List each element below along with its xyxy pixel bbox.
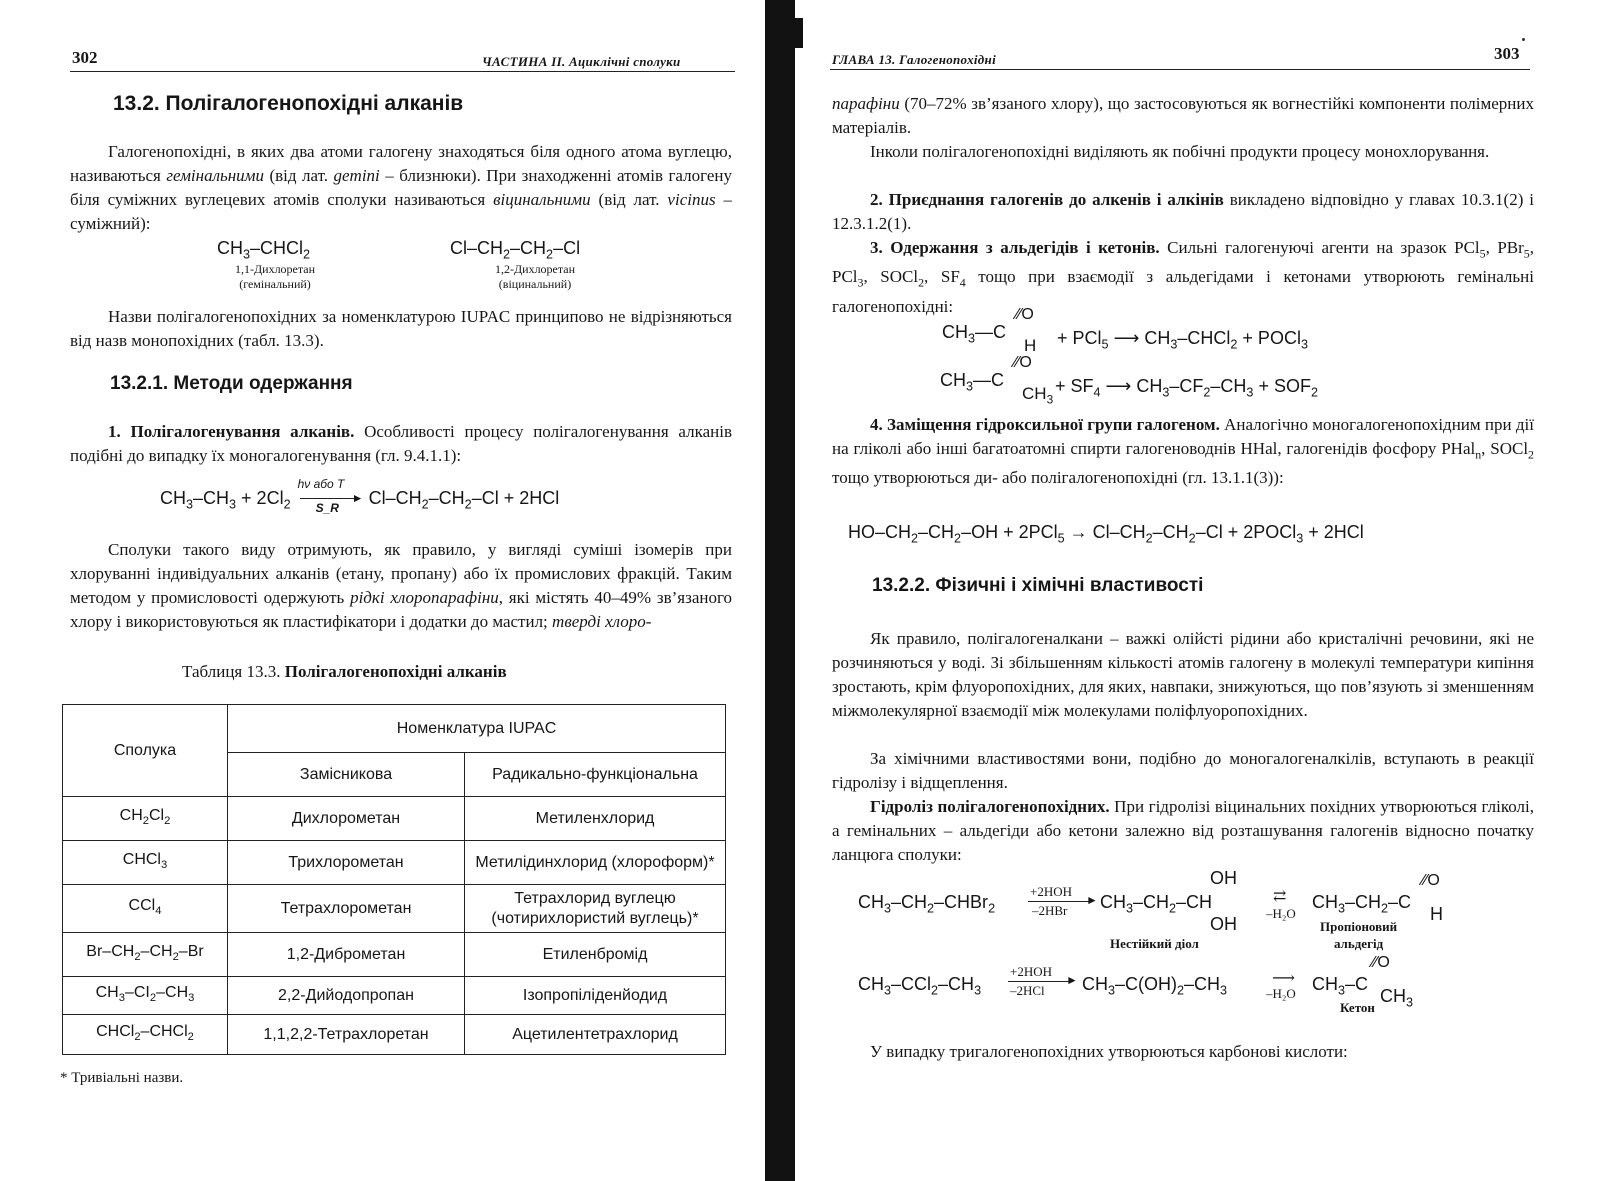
r5-aldehyde-oxygen: ⁄⁄O bbox=[1422, 872, 1440, 889]
reaction-glycol-pcl5: $HO-CH_2-CH_2-OH + 2PCl_5 \to Cl-CH_2-CH_2-Cl$ + 2POCl$_3$ + 2HCl bbox=[848, 522, 1364, 546]
table-row bbox=[63, 933, 726, 977]
left-running-header: ЧАСТИНА ІІ. Ациклічні сполуки bbox=[482, 54, 681, 69]
ketone-ch3: $CH_3—C$ bbox=[940, 370, 1005, 394]
reaction-aldehyde-pcl5 bbox=[942, 306, 1308, 355]
example-vicinal-caption bbox=[450, 262, 620, 292]
r5-aldehyde-label-line1: Пропіоновий bbox=[1320, 919, 1398, 934]
table-cell-compound: $CH_3-CI_2-CH_3$ bbox=[63, 977, 228, 1015]
method3-paragraph: 3. Одержання з альдегідів і кетонів. Сильні галогенуючі агенти на зразок PCl$_5$, PBr$_5$, PCl$_3$, SOCl$_2$, $SF_4$ тощо при взаємодії з альдегідами і кетонами утворюють гемінальні галогенопохідні: bbox=[832, 238, 1534, 316]
table-body bbox=[63, 797, 726, 1055]
left-page bbox=[0, 0, 760, 1181]
r6-ketone-methyl: $CH_3$ bbox=[1380, 986, 1414, 1010]
table-cell-radical: Ацетилентетрахлорид bbox=[465, 1015, 726, 1055]
reaction-polyhalogenation bbox=[160, 477, 560, 516]
r5-equilibrium-arrows: ⇄ bbox=[1273, 888, 1285, 905]
r5-diol-oh-bottom: OH bbox=[1210, 914, 1237, 934]
r6-arrow-top: +2HOH bbox=[1010, 964, 1052, 979]
r6-reactant: $CH_3-CCl_2-CH_3$ bbox=[858, 974, 982, 998]
reaction1-reactants: $CH_3-CH_3 + 2Cl_2$ bbox=[160, 488, 291, 512]
table-header-substitutive: Замісникова bbox=[228, 753, 465, 797]
table-cell-radical: Етиленбромід bbox=[465, 933, 726, 977]
table-caption bbox=[182, 662, 507, 682]
reaction1-arrow bbox=[296, 477, 364, 516]
r6-ketone: $CH_3-C$ bbox=[1312, 974, 1369, 998]
example-vicinal-note: (віцинальний) bbox=[498, 277, 572, 291]
right-page bbox=[800, 0, 1616, 1181]
r5-aldehyde-label-line2: альдегід bbox=[1333, 936, 1384, 951]
right-running-header: ГЛАВА 13. Галогенопохідні bbox=[832, 52, 996, 67]
method1-paragraph: 1. Полігалогенування алканів. Особливості процесу полігалогенування алканів подібні до випадку їх моногалогенування (гл. 9.4.1.1): bbox=[70, 422, 732, 465]
table-cell-radical: Метилідинхлорид (хлороформ)* bbox=[465, 841, 726, 885]
table-cell-compound: CHCl$_2$–CHCl$_2$ bbox=[63, 1015, 228, 1055]
table-cell-substitutive: Тетрахлорометан bbox=[228, 885, 465, 933]
table-caption-prefix: Таблиця 13.3. bbox=[182, 662, 281, 681]
example-formula-geminal: $CH_3-CHCl_2$ bbox=[217, 238, 311, 262]
section-title: 13.2. Полігалогенопохідні алканів bbox=[113, 92, 464, 115]
table-cell-substitutive: Трихлорометан bbox=[228, 841, 465, 885]
r6-ketone-label: Кетон bbox=[1340, 1000, 1375, 1015]
table-header-compound: Сполука bbox=[63, 705, 228, 797]
r6-arrow: ⟶ bbox=[1272, 970, 1295, 987]
table-caption-title: Полігалогенопохідні алканів bbox=[284, 662, 507, 681]
table-header-iupac: Номенклатура IUPAC bbox=[228, 705, 726, 753]
r5-aldehyde-label bbox=[1320, 918, 1397, 952]
right-header-rule bbox=[830, 69, 1530, 70]
aldehyde-ch3: $CH_3—C$ bbox=[942, 322, 1007, 346]
example-geminal-note: (гемінальний) bbox=[239, 277, 311, 291]
method2-paragraph: 2. Приєднання галогенів до алкенів і алкінів викладено відповідно у главах 10.3.1(2) і 12.3.1.2(1). bbox=[832, 190, 1534, 233]
r5-diol-label: Нестійкий діол bbox=[1110, 936, 1199, 951]
r6-arrow-head: ► bbox=[1066, 973, 1078, 987]
table-row bbox=[63, 797, 726, 841]
speck-mark bbox=[1522, 38, 1525, 41]
r5-aldehyde-hydrogen: H bbox=[1430, 904, 1443, 924]
r5-diol: $CH_3-CH_2-CH$ bbox=[1100, 892, 1213, 916]
mixture-paragraph: Сполуки такого виду отримують, як правило, у вигляді суміші ізомерів при хлоруванні індивідуальних алканів (етану, пропану) або їх промислових фракцій. Таким методом у промисловості одержують рідкі хлоропарафіни, які містять 40–49% зв’язаного хлору і використовуються як пластифікатори і додатки до мастил; тверді хлоро- bbox=[70, 540, 733, 631]
example-geminal-caption bbox=[190, 262, 360, 292]
example-geminal-name: 1,1-Дихлоретан bbox=[234, 262, 316, 276]
book-spine-shadow bbox=[765, 0, 795, 1181]
table-cell-compound: $CH_2Cl_2$ bbox=[63, 797, 228, 841]
r6-arrow-line bbox=[1008, 981, 1070, 982]
r6-arrow-bottom: –2HCl bbox=[1010, 983, 1045, 998]
example-formula-vicinal: $Cl-CH_2-CH_2-Cl$ bbox=[450, 238, 581, 262]
reaction3-tail: + $SF_4$ ⟶ $CH_3-CF_2-CH_3 + SOF_2$ bbox=[1055, 376, 1318, 400]
intro-paragraph: Галогенопохідні, в яких два атоми галогену знаходяться біля одного атома вуглецю, називаються гемінальними (від лат. gemini – близнюки). При знаходженні атомів галогену біля суміжних вуглецевих атомів сполуки називаються віцинальними (від лат. vicinus – суміжний): bbox=[70, 142, 732, 233]
r5-aldehyde: $CH_3-CH_2-C$ bbox=[1312, 892, 1412, 916]
r5-arrow-head: ► bbox=[1086, 893, 1098, 907]
ketone-methyl: $CH_3$ bbox=[1022, 384, 1054, 407]
hydrolysis-paragraph: Гідроліз полігалогенопохідних. При гідролізі віцинальних похідних утворюються гліколі, а гемінальних – альдегіди або кетони залежно від розташування галогенів відносно початку ланцюга сполуки: bbox=[832, 797, 1534, 864]
r5-arrow-line bbox=[1028, 901, 1090, 902]
nomenclature-table bbox=[62, 704, 726, 1055]
reaction1-products: $Cl-CH_2-CH_2-Cl + 2HCl$ bbox=[368, 488, 560, 512]
method4-paragraph: 4. Заміщення гідроксильної групи галогеном. Аналогічно моногалогенопохідним при дії на гліколі або інші багатоатомні спирти галогеноводнів HHal, галогенідів фосфору PHal$_n$, SOCl$_2$ тощо утворюються ди- або полігалогенопохідні (гл. 13.1.1(3)): bbox=[832, 415, 1534, 488]
table-row bbox=[63, 1015, 726, 1055]
reaction1-arrow-head: ► bbox=[351, 491, 364, 506]
ketone-structure bbox=[940, 354, 1054, 407]
table-cell-radical: Ізопропіліденйодид bbox=[465, 977, 726, 1015]
r5-arrow-top: +2HOH bbox=[1030, 884, 1072, 899]
left-header-rule bbox=[70, 71, 735, 72]
right-page-number: 303 bbox=[1494, 44, 1520, 63]
aldehyde-structure bbox=[942, 306, 1052, 355]
byproduct-paragraph: Інколи полігалогенопохідні виділяють як побічні продукти процесу монохлорування. bbox=[870, 142, 1490, 161]
r6-ketone-oxygen: ⁄⁄O bbox=[1372, 954, 1390, 971]
r5-diol-oh-top: OH bbox=[1210, 868, 1237, 888]
table-cell-compound: $Br-CH_2-CH_2-Br$ bbox=[63, 933, 228, 977]
table-cell-substitutive: 1,1,2,2-Тетрахлоретан bbox=[228, 1015, 465, 1055]
table-cell-substitutive: 1,2-Диброметан bbox=[228, 933, 465, 977]
reaction-ketone-sf4 bbox=[940, 354, 1318, 407]
table-cell-substitutive: Дихлорометан bbox=[228, 797, 465, 841]
table-row bbox=[63, 841, 726, 885]
table-cell-radical: Тетрахлорид вуглецю (чотирихлористий вуглець)* bbox=[465, 885, 726, 933]
r5-arrow-bottom: –2HBr bbox=[1032, 903, 1068, 918]
r6-water-loss: –H₂O bbox=[1266, 986, 1296, 1001]
physical-properties-paragraph: Як правило, полігалогеналкани – важкі олійсті рідини або кристалічні речовини, які не розчиняються у воді. Зі збільшенням кількості атомів галогену в молекулі температури кипіння зростають, крім флуоропохідних, для яких, навпаки, знижуються, що пов’язують зі зменшенням міжмолекулярної взаємодії між молекулами поліфлуоропохідних. bbox=[832, 629, 1534, 720]
ketone-oxygen: ⁄⁄O bbox=[1014, 354, 1032, 371]
subsection-title-properties: 13.2.2. Фізичні і хімічні властивості bbox=[872, 575, 1204, 596]
reaction1-arrow-line bbox=[300, 498, 358, 499]
reaction1-arrow-bottom: S_R bbox=[315, 501, 339, 516]
subsection-title-methods: 13.2.1. Методи одержання bbox=[110, 373, 353, 394]
table-header-radical: Радикально-функціональна bbox=[465, 753, 726, 797]
left-page-number: 302 bbox=[72, 48, 98, 67]
reaction-hydrolysis-dichloride bbox=[858, 954, 1558, 1020]
r6-intermediate: $CH_3-C(OH)_2-CH_3$ bbox=[1082, 974, 1228, 998]
reaction-hydrolysis-dibromide bbox=[858, 868, 1558, 960]
r5-water-loss: –H₂O bbox=[1266, 906, 1296, 921]
aldehyde-hydrogen: H bbox=[1024, 336, 1037, 355]
final-paragraph: У випадку тригалогенопохідних утворюються карбонові кислоти: bbox=[870, 1042, 1348, 1061]
table-cell-compound: CCl$_4$ bbox=[63, 885, 228, 933]
table-row bbox=[63, 885, 726, 933]
table-cell-radical: Метиленхлорид bbox=[465, 797, 726, 841]
nomenclature-paragraph: Назви полігалогенопохідних за номенклатурою IUPAC принципово не відрізняються від назв монопохідних (табл. 13.3). bbox=[70, 307, 732, 350]
table-cell-substitutive: 2,2-Дийодопропан bbox=[228, 977, 465, 1015]
table-row bbox=[63, 977, 726, 1015]
table-footnote: * Тривіальні назви. bbox=[60, 1070, 184, 1086]
table-cell-compound: CHCl$_3$ bbox=[63, 841, 228, 885]
continuation-paragraph: парафіни (70–72% зв’язаного хлору), що застосовуються як вогнестійкі компоненти полімерних матеріалів. bbox=[832, 94, 1534, 137]
chemical-properties-paragraph: За хімічними властивостями вони, подібно до моногалогеналкілів, вступають в реакції гідролізу і відщеплення. bbox=[832, 749, 1534, 792]
example-vicinal-name: 1,2-Дихлоретан bbox=[494, 262, 576, 276]
reaction2-tail: + PCl$_5$ ⟶ $CH_3-CHCl_2$ + POCl$_3$ bbox=[1057, 328, 1308, 352]
reaction1-arrow-top: hν або T bbox=[297, 477, 345, 492]
r5-reactant: $CH_3-CH_2-CHBr_2$ bbox=[858, 892, 996, 916]
aldehyde-oxygen: ⁄⁄O bbox=[1016, 306, 1034, 323]
